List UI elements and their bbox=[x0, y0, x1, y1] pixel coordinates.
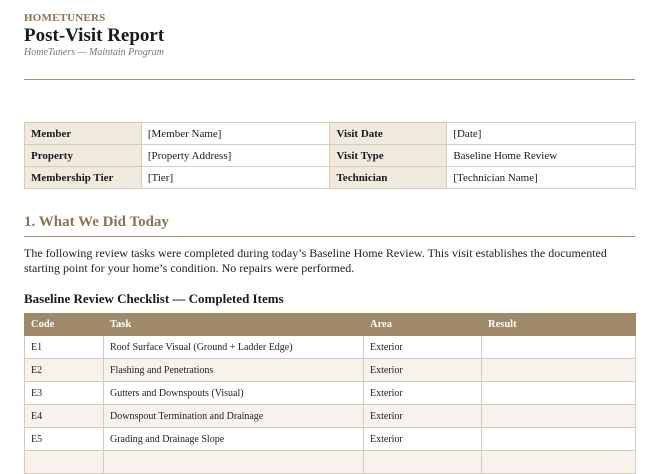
table-row bbox=[25, 336, 636, 359]
cell-task: Grading and Drainage Slope bbox=[104, 428, 364, 451]
info-value: [Technician Name] bbox=[447, 167, 636, 189]
info-label: Visit Type bbox=[330, 145, 447, 167]
cell-code bbox=[25, 451, 104, 474]
cell-area: Exterior bbox=[364, 428, 482, 451]
column-header-area: Area bbox=[364, 314, 482, 336]
section-divider bbox=[24, 236, 635, 237]
cell-code: E2 bbox=[25, 359, 104, 382]
cell-code: E4 bbox=[25, 405, 104, 428]
cell-task bbox=[104, 451, 364, 474]
info-label: Visit Date bbox=[330, 123, 447, 145]
info-row bbox=[25, 145, 636, 167]
cell-result bbox=[482, 405, 636, 428]
cell-area: Exterior bbox=[364, 359, 482, 382]
page-subtitle: HomeTuners — Maintain Program bbox=[24, 47, 164, 58]
table-row bbox=[25, 405, 636, 428]
cell-area bbox=[364, 451, 482, 474]
cell-code: E1 bbox=[25, 336, 104, 359]
cell-task: Roof Surface Visual (Ground + Ladder Edge) bbox=[104, 336, 364, 359]
cell-code: E3 bbox=[25, 382, 104, 405]
info-value: [Member Name] bbox=[141, 123, 330, 145]
checklist-table bbox=[24, 313, 636, 474]
section-paragraph: The following review tasks were completed during today’s Baseline Home Review. This visit establishes the documented starting point for your home’s condition. No repairs were performed. bbox=[24, 246, 607, 275]
checklist-header-row bbox=[25, 314, 636, 336]
cell-code: E5 bbox=[25, 428, 104, 451]
info-value: [Tier] bbox=[141, 167, 330, 189]
cell-task: Flashing and Penetrations bbox=[104, 359, 364, 382]
cell-task: Downspout Termination and Drainage bbox=[104, 405, 364, 428]
info-label: Technician bbox=[330, 167, 447, 189]
info-label: Membership Tier bbox=[25, 167, 142, 189]
column-header-code: Code bbox=[25, 314, 104, 336]
section-title: 1. What We Did Today bbox=[24, 214, 169, 230]
table-row bbox=[25, 428, 636, 451]
cell-result bbox=[482, 428, 636, 451]
cell-result bbox=[482, 336, 636, 359]
cell-area: Exterior bbox=[364, 382, 482, 405]
info-value: [Property Address] bbox=[141, 145, 330, 167]
info-label: Property bbox=[25, 145, 142, 167]
cell-task: Gutters and Downspouts (Visual) bbox=[104, 382, 364, 405]
brand-name: HOMETUNERS bbox=[24, 12, 106, 24]
info-row bbox=[25, 167, 636, 189]
info-row bbox=[25, 123, 636, 145]
header-divider bbox=[24, 79, 635, 80]
cell-result bbox=[482, 359, 636, 382]
cell-result bbox=[482, 451, 636, 474]
cell-result bbox=[482, 382, 636, 405]
table-row bbox=[25, 451, 636, 474]
cell-area: Exterior bbox=[364, 405, 482, 428]
cell-area: Exterior bbox=[364, 336, 482, 359]
checklist-title: Baseline Review Checklist — Completed Items bbox=[24, 291, 284, 306]
info-value: [Date] bbox=[447, 123, 636, 145]
table-row bbox=[25, 359, 636, 382]
page-title: Post-Visit Report bbox=[24, 25, 165, 46]
column-header-task: Task bbox=[104, 314, 364, 336]
table-row bbox=[25, 382, 636, 405]
info-value: Baseline Home Review bbox=[447, 145, 636, 167]
info-label: Member bbox=[25, 123, 142, 145]
column-header-result: Result bbox=[482, 314, 636, 336]
visit-info-table bbox=[24, 122, 636, 189]
